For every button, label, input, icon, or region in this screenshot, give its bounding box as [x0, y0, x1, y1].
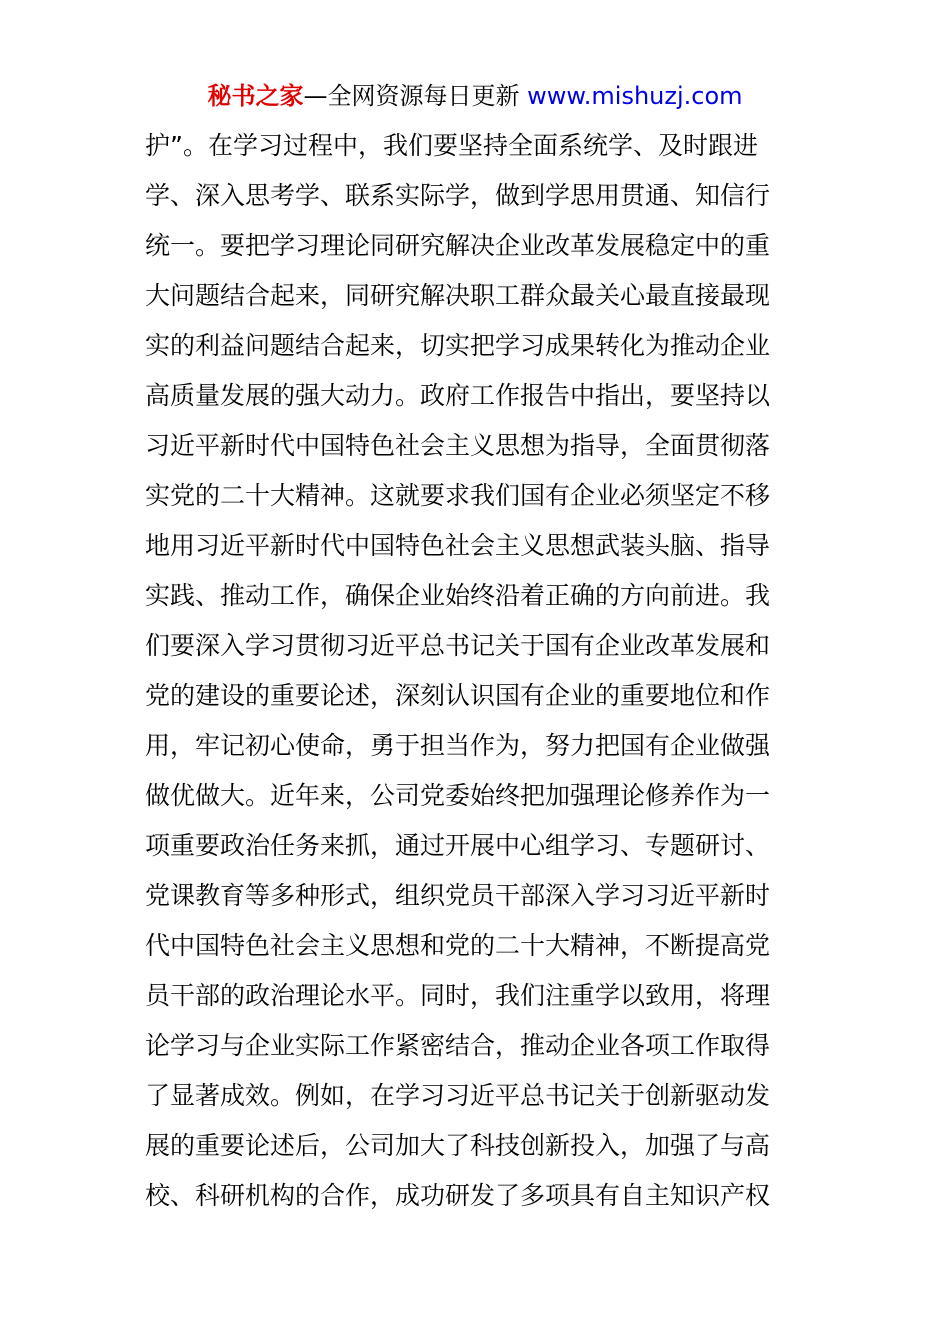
text-line: 用，牢记初心使命，勇于担当作为，努力把国有企业做强: [145, 731, 771, 760]
text-line: 学、深入思考学、联系实际学，做到学思用贯通、知信行: [145, 181, 771, 210]
site-url-link[interactable]: www.mishuzj.com: [527, 82, 743, 110]
header-tagline: —全网资源每日更新: [303, 82, 520, 110]
text-line: 习近平新时代中国特色社会主义思想为指导，全面贯彻落: [145, 431, 771, 460]
text-line: 做优做大。近年来，公司党委始终把加强理论修养作为一: [145, 781, 771, 810]
text-line: 大问题结合起来，同研究解决职工群众最关心最直接最现: [145, 281, 771, 310]
text-line: 实的利益问题结合起来，切实把学习成果转化为推动企业: [145, 331, 771, 360]
brand-name: 秘书之家: [207, 82, 304, 110]
document-body: [145, 121, 815, 1221]
text-line: 员干部的政治理论水平。同时，我们注重学以致用，将理: [145, 981, 771, 1010]
text-line: 们要深入学习贯彻习近平总书记关于国有企业改革发展和: [145, 631, 771, 660]
text-line: 党的建设的重要论述，深刻认识国有企业的重要地位和作: [145, 681, 771, 710]
text-line: 党课教育等多种形式，组织党员干部深入学习习近平新时: [145, 881, 771, 910]
text-line: 统一。要把学习理论同研究解决企业改革发展稳定中的重: [145, 231, 771, 260]
text-line: 护”。在学习过程中，我们要坚持全面系统学、及时跟进: [145, 131, 758, 160]
text-line: 展的重要论述后，公司加大了科技创新投入，加强了与高: [145, 1131, 771, 1160]
text-line: 论学习与企业实际工作紧密结合，推动企业各项工作取得: [145, 1031, 771, 1060]
text-line: 校、科研机构的合作，成功研发了多项具有自主知识产权: [145, 1181, 771, 1210]
page-header: [0, 80, 950, 112]
text-line: 项重要政治任务来抓，通过开展中心组学习、专题研讨、: [145, 831, 771, 860]
text-line: 高质量发展的强大动力。政府工作报告中指出，要坚持以: [145, 381, 771, 410]
text-line: 实党的二十大精神。这就要求我们国有企业必须坚定不移: [145, 481, 771, 510]
text-line: 实践、推动工作，确保企业始终沿着正确的方向前进。我: [145, 581, 771, 610]
text-line: 地用习近平新时代中国特色社会主义思想武装头脑、指导: [145, 531, 771, 560]
text-line: 代中国特色社会主义思想和党的二十大精神，不断提高党: [145, 931, 771, 960]
text-line: 了显著成效。例如，在学习习近平总书记关于创新驱动发: [145, 1081, 771, 1110]
